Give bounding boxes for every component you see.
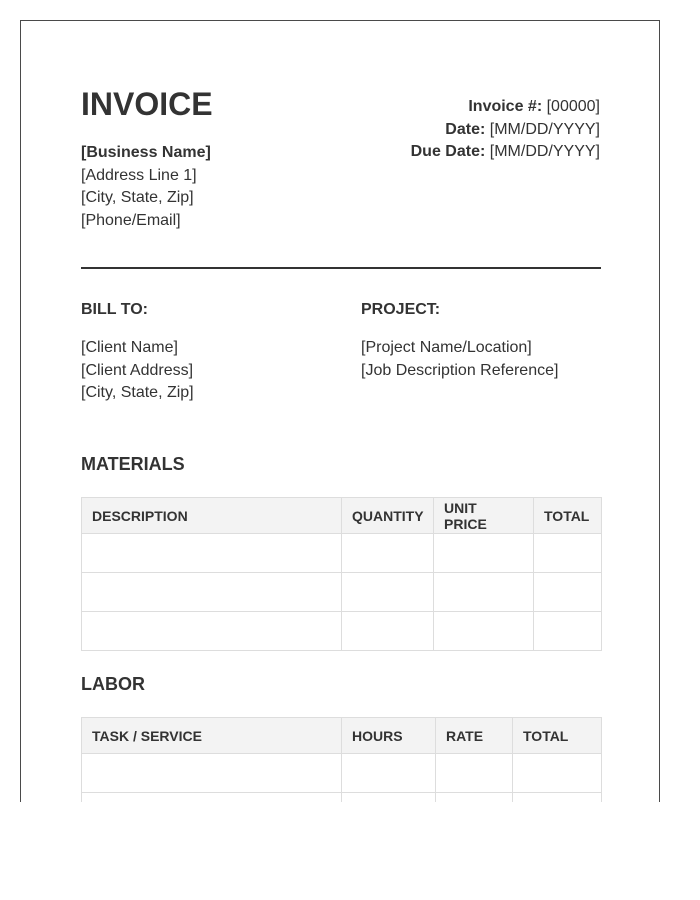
bill-to-details — [81, 337, 194, 405]
materials-col-total: TOTAL — [534, 498, 602, 534]
labor-cell-hours — [342, 793, 436, 803]
bill-to-label: BILL TO: — [81, 301, 148, 318]
labor-cell-hours — [342, 754, 436, 793]
invoice-date-value: [MM/DD/YYYY] — [489, 120, 600, 138]
labor-col-task-service: TASK / SERVICE — [82, 718, 342, 754]
business-name: [Business Name] — [81, 144, 211, 161]
labor-cell-rate — [436, 793, 513, 803]
invoice-number-row — [411, 96, 600, 119]
labor-header-row — [82, 718, 602, 754]
table-row — [82, 754, 602, 793]
invoice-page — [20, 20, 660, 802]
materials-cell-description — [82, 612, 342, 651]
labor-cell-rate — [436, 754, 513, 793]
table-row — [82, 573, 602, 612]
client-address: [Client Address] — [81, 361, 194, 379]
due-date-value: [MM/DD/YYYY] — [489, 143, 600, 160]
materials-cell-total — [534, 612, 602, 651]
table-row — [82, 534, 602, 573]
header-divider — [81, 267, 601, 269]
labor-cell-task-service — [82, 754, 342, 793]
materials-cell-quantity — [342, 573, 434, 612]
due-date-label: Due Date: — [410, 143, 486, 160]
materials-cell-unit-price — [434, 612, 534, 651]
materials-header-row — [82, 498, 602, 534]
labor-cell-task-service — [82, 793, 342, 803]
client-city-state-zip: [City, State, Zip] — [81, 384, 194, 401]
table-row — [82, 612, 602, 651]
business-info — [81, 142, 211, 232]
invoice-date-row — [411, 119, 600, 142]
materials-cell-unit-price — [434, 573, 534, 612]
labor-col-total: TOTAL — [513, 718, 602, 754]
materials-cell-description — [82, 573, 342, 612]
labor-col-hours: HOURS — [342, 718, 436, 754]
due-date-row — [411, 141, 600, 164]
labor-cell-total — [513, 754, 602, 793]
materials-col-description: DESCRIPTION — [82, 498, 342, 534]
materials-cell-unit-price — [434, 534, 534, 573]
project-details — [361, 337, 558, 382]
invoice-number-label: Invoice #: — [468, 98, 543, 115]
business-address-line: [Address Line 1] — [81, 166, 197, 184]
materials-col-unit-price: UNIT PRICE — [434, 498, 534, 534]
labor-table — [81, 717, 602, 802]
labor-heading: LABOR — [81, 674, 145, 694]
project-label: PROJECT: — [361, 301, 441, 318]
materials-cell-total — [534, 573, 602, 612]
invoice-date-label: Date: — [445, 120, 486, 138]
invoice-number-value: [00000] — [546, 98, 600, 115]
materials-cell-quantity — [342, 612, 434, 651]
invoice-title: INVOICE — [81, 86, 213, 122]
labor-col-rate: RATE — [436, 718, 513, 754]
client-name: [Client Name] — [81, 339, 178, 356]
job-description-reference: [Job Description Reference] — [361, 361, 559, 379]
materials-cell-total — [534, 534, 602, 573]
materials-table — [81, 497, 602, 651]
invoice-meta — [411, 96, 600, 164]
table-row — [82, 793, 602, 803]
business-city-state-zip: [City, State, Zip] — [81, 189, 194, 206]
materials-heading: MATERIALS — [81, 454, 185, 474]
project-name-location: [Project Name/Location] — [361, 339, 532, 356]
materials-col-quantity: QUANTITY — [342, 498, 434, 534]
materials-cell-description — [82, 534, 342, 573]
labor-cell-total — [513, 793, 602, 803]
materials-cell-quantity — [342, 534, 434, 573]
business-contact: [Phone/Email] — [81, 211, 181, 229]
